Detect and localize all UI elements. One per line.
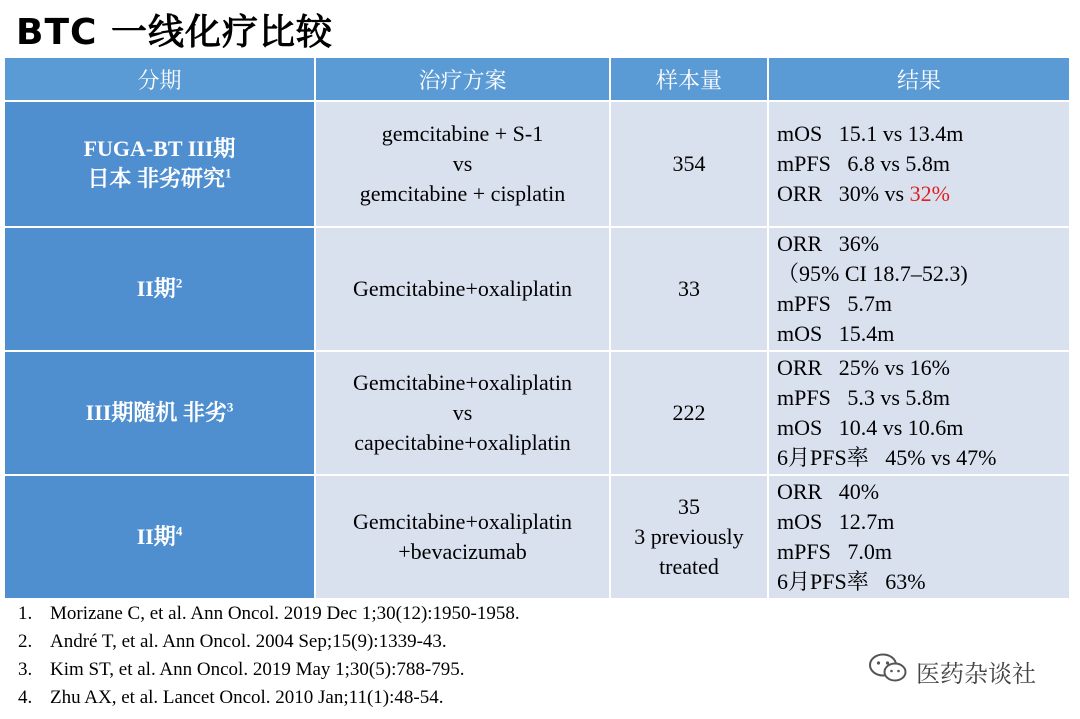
results-cell [769, 102, 1071, 228]
sample-cell [611, 228, 769, 352]
watermark [868, 652, 1036, 690]
result-line: 6月PFS率 45% vs 47% [777, 445, 997, 470]
result-line: mOS 10.4 vs 10.6m [777, 415, 964, 440]
slide-title: BTC 一线化疗比较 [16, 12, 333, 53]
result-line: 6月PFS率 63% [777, 569, 926, 594]
comparison-table [5, 58, 1071, 600]
regimen-line: +bevacizumab [398, 539, 527, 564]
sample-value: 35 [678, 494, 700, 519]
reference-number: 3. [18, 659, 33, 680]
reference-marker: 3 [226, 399, 234, 415]
reference-item [18, 684, 520, 712]
reference-item [18, 628, 520, 656]
sample-value: 354 [672, 151, 706, 176]
sample-value: treated [659, 554, 719, 579]
table-header-row [5, 58, 1071, 102]
results-cell [769, 352, 1071, 476]
result-line: mPFS 5.7m [777, 291, 892, 316]
reference-marker: 4 [175, 523, 183, 539]
table-row [5, 352, 1071, 476]
reference-item [18, 600, 520, 628]
result-line: ORR 40% [777, 479, 880, 504]
header-sample-size: 样本量 [611, 58, 769, 102]
reference-item [18, 656, 520, 684]
reference-number: 4. [18, 687, 33, 708]
result-line: mOS 15.1 vs 13.4m [777, 121, 964, 146]
reference-text: André T, et al. Ann Oncol. 2004 Sep;15(9):1339-43. [50, 631, 447, 652]
stage-cell [5, 102, 316, 228]
stage-line: FUGA-BT III期 [83, 136, 236, 161]
regimen-cell [316, 228, 611, 352]
sample-cell [611, 476, 769, 600]
result-line: ORR 36% [777, 231, 880, 256]
highlighted-value: 32% [909, 181, 950, 206]
header-results: 结果 [769, 58, 1071, 102]
reference-marker: 1 [225, 165, 232, 181]
regimen-line: capecitabine+oxaliplatin [354, 430, 571, 455]
sample-value: 222 [672, 400, 706, 425]
regimen-line: gemcitabine + cisplatin [359, 181, 566, 206]
regimen-line: gemcitabine + S-1 [381, 121, 544, 146]
reference-text: Kim ST, et al. Ann Oncol. 2019 May 1;30(5):788-795. [50, 659, 465, 680]
result-line: mPFS 6.8 vs 5.8m [777, 151, 950, 176]
stage-cell [5, 352, 316, 476]
regimen-line: vs [452, 400, 473, 425]
regimen-cell [316, 102, 611, 228]
sample-value: 3 previously [634, 524, 744, 549]
stage-line: II期 [136, 524, 176, 549]
wechat-icon [868, 652, 908, 690]
regimen-line: Gemcitabine+oxaliplatin [353, 370, 572, 395]
stage-line: 日本 非劣研究 [87, 166, 225, 191]
table-row [5, 476, 1071, 600]
regimen-line: vs [452, 151, 473, 176]
watermark-text: 医药杂谈社 [916, 659, 1036, 688]
regimen-cell [316, 476, 611, 600]
sample-cell [611, 352, 769, 476]
sample-value: 33 [678, 276, 700, 301]
reference-text: Morizane C, et al. Ann Oncol. 2019 Dec 1;30(12):1950-1958. [50, 603, 520, 624]
header-regimen: 治疗方案 [316, 58, 611, 102]
results-cell [769, 228, 1071, 352]
stage-line: II期 [136, 276, 176, 301]
result-line: ORR 30% vs [777, 181, 910, 206]
result-line: mOS 15.4m [777, 321, 895, 346]
reference-text: Zhu AX, et al. Lancet Oncol. 2010 Jan;11(1):48-54. [50, 687, 444, 708]
header-stage: 分期 [5, 58, 316, 102]
result-line: mOS 12.7m [777, 509, 895, 534]
sample-cell [611, 102, 769, 228]
result-line: mPFS 7.0m [777, 539, 892, 564]
result-line: （95% CI 18.7–52.3) [777, 261, 968, 286]
table-row [5, 102, 1071, 228]
stage-line: III期随机 非劣 [85, 400, 227, 425]
regimen-line: Gemcitabine+oxaliplatin [353, 509, 572, 534]
results-cell [769, 476, 1071, 600]
reference-number: 2. [18, 631, 33, 652]
result-line: mPFS 5.3 vs 5.8m [777, 385, 950, 410]
references-list [18, 600, 520, 712]
reference-number: 1. [18, 603, 33, 624]
reference-marker: 2 [175, 275, 183, 291]
regimen-cell [316, 352, 611, 476]
result-line: ORR 25% vs 16% [777, 355, 950, 380]
stage-cell [5, 476, 316, 600]
stage-cell [5, 228, 316, 352]
table-row [5, 228, 1071, 352]
regimen-line: Gemcitabine+oxaliplatin [353, 276, 572, 301]
